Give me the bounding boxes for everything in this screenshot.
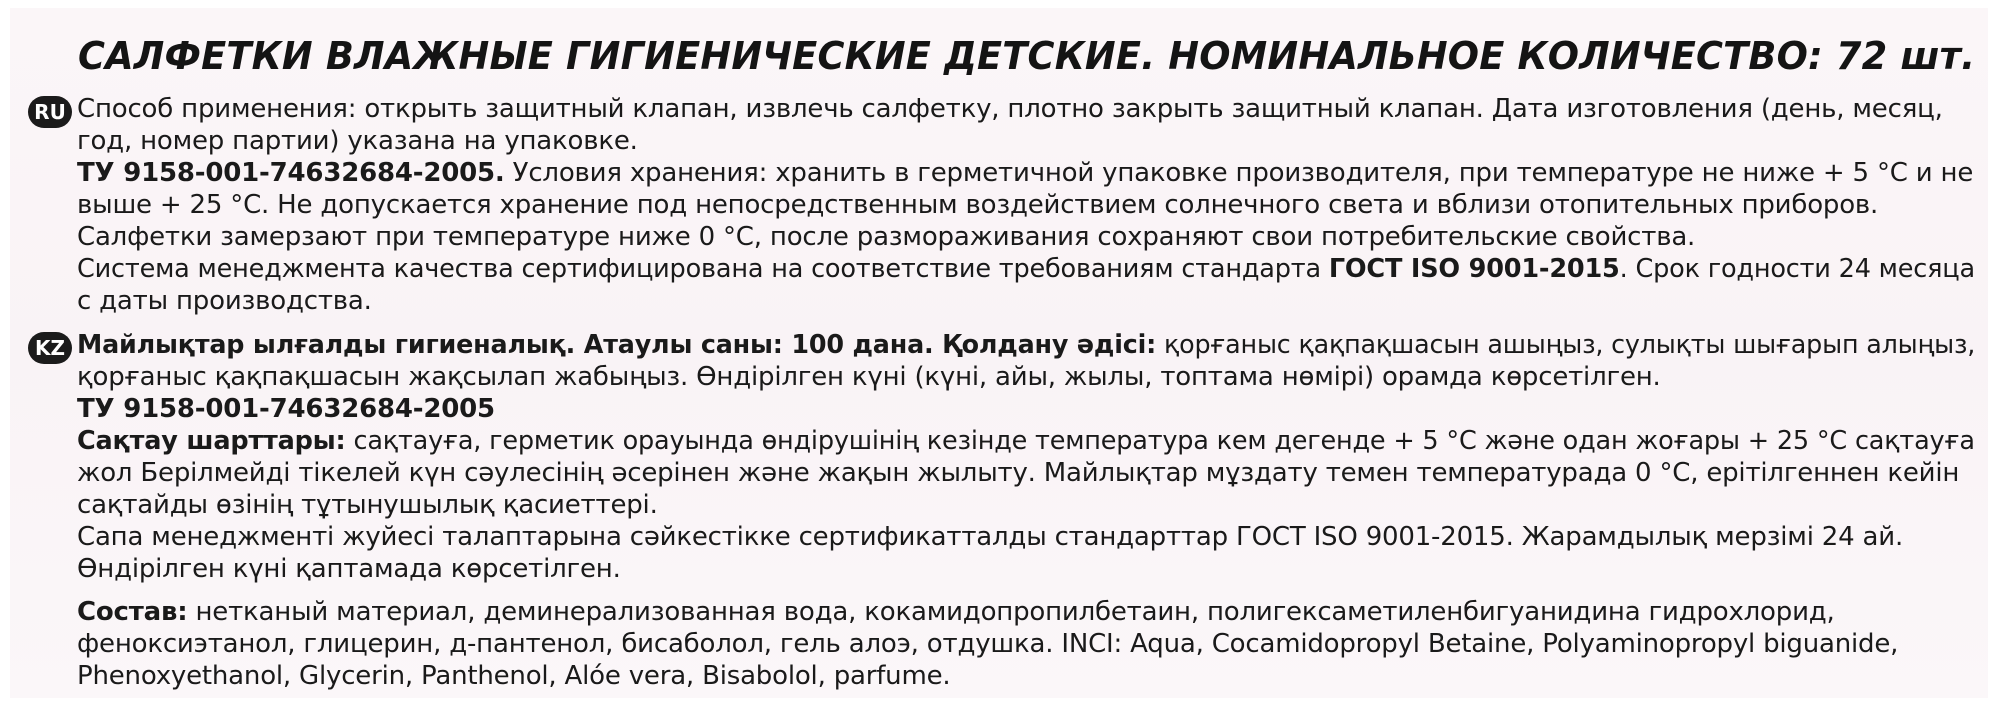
composition-line-2: феноксиэтанол, глицерин, д-пантенол, бисаболол, гель алоэ, отдушка. INCI: Aqua, Cocamidopropyl Betaine, Polyaminopropyl biguanide, — [77, 629, 1899, 659]
composition-line-1: Состав: нетканый материал, деминерализованная вода, кокамидопропилбетаин, полигексаметиленбигуанидина гидрохлорид, — [77, 597, 1835, 627]
kz-text-line-5: жол Берілмейді тікелей күн сәулесінің әсерінен және жақын жылыту. Майлықтар мұздату темен температурада 0 °С, ерітілгеннен кейін — [77, 458, 1960, 488]
ru-tu-code: ТУ 9158-001-74632684-2005. — [77, 158, 505, 188]
ru-text-line-4: выше + 25 °С. Не допускается хранение под непосредственным воздействием солнечного света и вблизи отопительных приборов. — [77, 190, 1879, 220]
ru-text-line-3: ТУ 9158-001-74632684-2005. Условия хранения: хранить в герметичной упаковке производителя, при температуре не ниже + 5 °С и не — [77, 158, 1974, 188]
kz-text-line-2: қорғаныс қақпақшасын жақсылап жабыңыз. Өндірілген күні (күні, айы, жылы, топтама нөмірі) орамда көрсетілген. — [77, 362, 1661, 392]
kz-text-line-4: Сақтау шарттары: сақтауға, герметик орауында өндірушінің кезінде температура кем дегенде + 5 °С және одан жоғары + 25 °С сақтауға — [77, 426, 1975, 456]
ru-text-line-1: Способ применения: открыть защитный клапан, извлечь салфетку, плотно закрыть защитный клапан. Дата изготовления (день, месяц, — [77, 94, 1943, 124]
kz-text-line-7: Сапа менеджменті жуйесі талаптарына сәйкестікке сертификатталды стандарттар ГОСТ ISO 9001-2015. Жарамдылық мерзімі 24 ай. — [77, 522, 1904, 552]
product-title: САЛФЕТКИ ВЛАЖНЫЕ ГИГИЕНИЧЕСКИЕ ДЕТСКИЕ. НОМИНАЛЬНОЕ КОЛИЧЕСТВО: 72 шт. — [78, 34, 1976, 78]
ru-text-line-7: с даты производства. — [77, 286, 372, 316]
ru-text-line-2: год, номер партии) указана на упаковке. — [77, 126, 638, 156]
ru-text-line-6: Система менеджмента качества сертифицирована на соответствие требованиям стандарта ГОСТ ISO 9001-2015. Срок годности 24 месяца — [77, 254, 1975, 284]
kz-text-line-6: сақтайды өзінің тұтынушылық қасиеттері. — [77, 490, 658, 520]
kz-tu-code: ТУ 9158-001-74632684-2005 — [77, 394, 495, 424]
composition-line-3: Phenoxyethanol, Glycerin, Panthenol, Alóe vera, Bisabolol, parfume. — [77, 661, 951, 691]
kz-text-line-1: Майлықтар ылғалды гигиеналық. Атаулы саны: 100 дана. Қолдану әдісі: қорғаныс қақпақшасын ашыңыз, сулықты шығарып алыңыз, — [77, 330, 1976, 360]
ru-gost-standard: ГОСТ ISO 9001-2015 — [1328, 254, 1620, 284]
ru-text-line-5: Салфетки замерзают при температуре ниже 0 °С, после размораживания сохраняют свои потребительские свойства. — [77, 222, 1696, 252]
composition-label: Состав: — [77, 597, 188, 627]
kz-language-badge: KZ — [28, 332, 72, 364]
ru-language-badge: RU — [28, 96, 72, 128]
kz-text-line-8: Өндірілген күні қаптамада көрсетілген. — [77, 554, 621, 584]
